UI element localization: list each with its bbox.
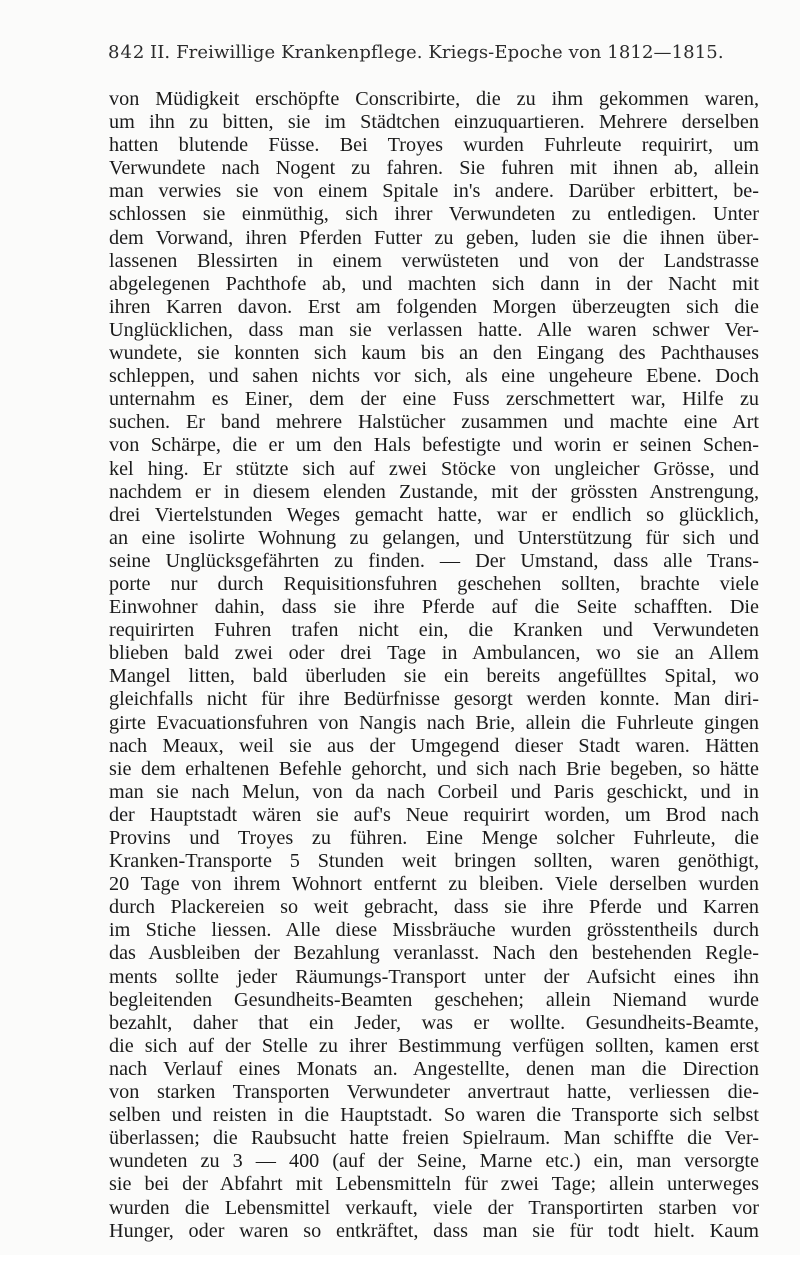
text-line: nachdem er in diesem elenden Zustande, mit der grössten Anstrengung, [109,480,759,503]
text-line: von Schärpe, die er um den Hals befestigte und worin er seinen Schen- [109,434,759,457]
text-line: unternahm es Einer, dem der eine Fuss zerschmettert war, Hilfe zu [109,388,759,411]
text-line: nach Verlauf eines Monats an. Angestellte, denen man die Direction [109,1057,759,1080]
text-line: sie bei der Abfahrt mit Lebensmitteln für zwei Tage; allein unterweges [109,1173,759,1196]
page-number: 842 [108,42,146,63]
text-line: das Ausbleiben der Bezahlung veranlasst. Nach den bestehenden Regle- [109,942,759,965]
text-line: Hunger, oder waren so entkräftet, dass man sie für todt hielt. Kaum [109,1219,759,1242]
text-line: requirirten Fuhren trafen nicht ein, die Kranken und Verwundeten [109,619,759,642]
text-line: nach Meaux, weil sie aus der Umgegend dieser Stadt waren. Hätten [109,734,759,757]
text-line: wurden die Lebensmittel verkauft, viele der Transportirten starben vor [109,1196,759,1219]
text-line: schleppen, und sahen nichts vor sich, als eine ungeheure Ebene. Doch [109,365,759,388]
text-line: im Stiche liessen. Alle diese Missbräuche wurden grösstentheils durch [109,919,759,942]
text-line: von starken Transporten Verwundeter anvertraut hatte, verliessen die- [109,1081,759,1104]
text-line: lassenen Blessirten in einem verwüsteten und von der Landstrasse [109,249,759,272]
text-line: man verwies sie von einem Spitale in's andere. Darüber erbittert, be- [109,180,759,203]
text-line: um ihn zu bitten, sie im Städtchen einzuquartieren. Mehrere derselben [109,111,759,134]
text-line: suchen. Er band mehrere Halstücher zusammen und machte eine Art [109,411,759,434]
text-line: begleitenden Gesundheits-Beamten geschehen; allein Niemand wurde [109,988,759,1011]
text-line: blieben bald zwei oder drei Tage in Ambulancen, wo sie an Allem [109,642,759,665]
running-title: II. Freiwillige Krankenpflege. Kriegs-Epoche von 1812—1815. [150,42,724,63]
text-line: Mangel litten, bald überluden sie ein bereits angefülltes Spital, wo [109,665,759,688]
text-line: von Müdigkeit erschöpfte Conscribirte, die zu ihm gekommen waren, [109,88,759,110]
text-line: Einwohner dahin, dass sie ihre Pferde auf die Seite schafften. Die [109,596,759,619]
text-line [109,1243,759,1266]
running-head [108,42,728,70]
text-line: hatten blutende Füsse. Bei Troyes wurden Fuhrleute requirirt, um [109,134,759,157]
text-line: durch Plackereien so weit gebracht, dass sie ihre Pferde und Karren [109,896,759,919]
text-line: an eine isolirte Wohnung zu gelangen, und Unterstützung für sich und [109,526,759,549]
text-line: gleichfalls nicht für ihre Bedürfnisse gesorgt werden konnte. Man diri- [109,688,759,711]
text-line: Verwundete nach Nogent zu fahren. Sie fuhren mit ihnen ab, allein [109,157,759,180]
text-line: wundeten zu 3 — 400 (auf der Seine, Marne etc.) ein, man versorgte [109,1150,759,1173]
text-line: drei Viertelstunden Weges gemacht hatte, war er endlich so glücklich, [109,503,759,526]
text-line: Kranken-Transporte 5 Stunden weit bringen sollten, waren genöthigt, [109,850,759,873]
text-line: wundete, sie konnten sich kaum bis an den Eingang des Pachthauses [109,342,759,365]
text-line: 20 Tage von ihrem Wohnort entfernt zu bleiben. Viele derselben wurden [109,873,759,896]
text-line: sie dem erhaltenen Befehle gehorcht, und sich nach Brie begeben, so hätte [109,757,759,780]
text-line: die sich auf der Stelle zu ihrer Bestimmung verfügen sollten, kamen erst [109,1034,759,1057]
text-line: girte Evacuationsfuhren von Nangis nach Brie, allein die Fuhrleute gingen [109,711,759,734]
text-line: kel hing. Er stützte sich auf zwei Stöcke von ungleicher Grösse, und [109,457,759,480]
text-line: ments sollte jeder Räumungs-Transport unter der Aufsicht eines ihn [109,965,759,988]
text-line: überlassen; die Raubsucht hatte freien Spielraum. Man schiffte die Ver- [109,1127,759,1150]
text-line: porte nur durch Requisitionsfuhren geschehen sollten, brachte viele [109,572,759,595]
text-line: man sie nach Melun, von da nach Corbeil und Paris geschickt, und in [109,780,759,803]
text-line: ihren Karren davon. Erst am folgenden Morgen überzeugten sich die [109,295,759,318]
text-line: bezahlt, daher that ein Jeder, was er wollte. Gesundheits-Beamte, [109,1011,759,1034]
text-line: dem Vorwand, ihren Pferden Futter zu geben, luden sie die ihnen über- [109,226,759,249]
text-line: Provins und Troyes zu führen. Eine Menge solcher Fuhrleute, die [109,827,759,849]
text-line: seine Unglücksgefährten zu finden. — Der Umstand, dass alle Trans- [109,549,759,572]
body-text [109,88,759,1266]
text-line: der Hauptstadt wären sie auf's Neue requirirt worden, um Brod nach [109,803,759,826]
text-line: Unglücklichen, dass man sie verlassen hatte. Alle waren schwer Ver- [109,318,759,341]
text-line: selben und reisten in die Hauptstadt. So waren die Transporte sich selbst [109,1104,759,1127]
text-line: abgelegenen Pachthofe ab, und machten sich dann in der Nacht mit [109,272,759,295]
text-line: schlossen sie einmüthig, sich ihrer Verwundeten zu entledigen. Unter [109,203,759,226]
